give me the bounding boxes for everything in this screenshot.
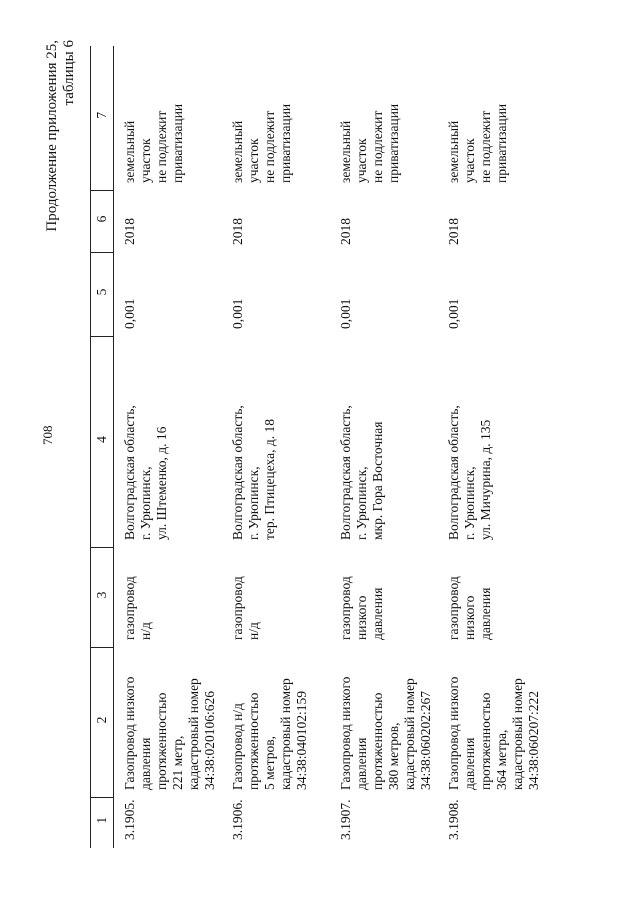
cell-object-name-line: Газопровод низкого <box>338 676 353 790</box>
cell-object-type <box>114 548 223 648</box>
column-header: 4 <box>91 337 114 548</box>
cell-object-name <box>438 648 546 798</box>
cell-number: 3.1907. <box>338 799 353 840</box>
cell-address-line: Волгоградская область, <box>230 405 245 540</box>
cell-note-line: приватизации <box>494 103 509 183</box>
cell-note <box>330 46 438 191</box>
cell-object-type <box>222 548 330 648</box>
cell-object-type-line: газопровод <box>446 576 461 640</box>
cell-object-type <box>438 548 546 648</box>
cell-object-type-line: газопровод <box>338 576 353 640</box>
cell-object-name-line: протяженностью <box>370 692 385 790</box>
cell-object-name-line: 380 метров, <box>386 722 401 790</box>
cell-note-line: не подлежит <box>478 110 493 183</box>
cell-object-name-line: 34:38:060207:222 <box>526 690 541 790</box>
cell-address-line: г. Урюпинск, <box>462 466 477 540</box>
cell-object-type-line: газопровод <box>122 576 137 640</box>
table-row <box>330 46 438 848</box>
cell-note <box>438 46 546 191</box>
cell-address-line: г. Урюпинск, <box>138 466 153 540</box>
page-number: 708 <box>40 425 55 445</box>
column-header: 5 <box>91 253 114 337</box>
table-row <box>114 46 223 848</box>
cell-address <box>222 337 330 548</box>
column-header: 2 <box>91 648 114 798</box>
cell-note-line: не подлежит <box>262 110 277 183</box>
cell-note-line: земельный <box>338 120 353 183</box>
cell-note-line: участок <box>138 138 153 183</box>
cell-object-name-line: 364 метра, <box>494 729 509 790</box>
cell-area: 0,001 <box>338 298 353 329</box>
table-header-row <box>91 46 114 848</box>
cell-note-line: не подлежит <box>154 110 169 183</box>
cell-year: 2018 <box>338 218 353 245</box>
cell-note-line: участок <box>246 138 261 183</box>
cell-number: 3.1908. <box>446 799 461 840</box>
continuation-title-line-1: Продолжение приложения 25, <box>44 40 60 232</box>
cell-object-type-line: газопровод <box>230 576 245 640</box>
cell-note-line: земельный <box>446 120 461 183</box>
cell-object-name-line: кадастровый номер <box>510 678 525 790</box>
cell-address <box>330 337 438 548</box>
cell-object-name-line: Газопровод н/д <box>230 703 245 790</box>
cell-note-line: приватизации <box>170 103 185 183</box>
cell-year: 2018 <box>230 218 245 245</box>
column-header: 6 <box>91 191 114 253</box>
cell-object-name-line: 34:38:040102:159 <box>294 690 309 790</box>
cell-object-name-line: давления <box>138 737 153 790</box>
cell-object-name-line: давления <box>462 737 477 790</box>
cell-object-name-line: 34:38:060202:267 <box>418 690 433 790</box>
cell-address-line: Волгоградская область, <box>338 405 353 540</box>
cell-address <box>114 337 223 548</box>
cell-address-line: Волгоградская область, <box>446 405 461 540</box>
cell-note-line: приватизации <box>278 103 293 183</box>
table-row <box>438 46 546 848</box>
cell-object-name-line: давления <box>354 737 369 790</box>
cell-object-name-line: Газопровод низкого <box>122 676 137 790</box>
cell-address-line: тер. Птицецеха, д. 18 <box>262 419 277 540</box>
cell-object-name-line: кадастровый номер <box>278 678 293 790</box>
cell-object-name-line: 34:38:020106:626 <box>202 690 217 790</box>
cell-note-line: участок <box>462 138 477 183</box>
cell-number: 3.1906. <box>230 799 245 840</box>
cell-address-line: г. Урюпинск, <box>246 466 261 540</box>
cell-number: 3.1905. <box>122 799 137 840</box>
cell-address <box>438 337 546 548</box>
cell-address-line: ул. Мичурина, д. 135 <box>478 419 493 540</box>
cell-area: 0,001 <box>122 298 137 329</box>
cell-object-name <box>330 648 438 798</box>
cell-year: 2018 <box>446 218 461 245</box>
cell-object-type-line: давления <box>478 587 493 640</box>
continuation-title <box>44 40 78 240</box>
cell-note <box>222 46 330 191</box>
column-header: 1 <box>91 798 114 848</box>
cell-object-name-line: 221 метр, <box>170 735 185 790</box>
cell-address-line: Волгоградская область, <box>122 405 137 540</box>
cell-object-name-line: Газопровод низкого <box>446 676 461 790</box>
cell-note <box>114 46 223 191</box>
cell-object-type-line: н/д <box>138 622 153 640</box>
cell-year: 2018 <box>122 218 137 245</box>
cell-area: 0,001 <box>230 298 245 329</box>
cell-object-name <box>222 648 330 798</box>
cell-object-name-line: кадастровый номер <box>186 678 201 790</box>
cell-object-name-line: кадастровый номер <box>402 678 417 790</box>
column-header: 7 <box>91 46 114 191</box>
cell-object-type-line: н/д <box>246 622 261 640</box>
table-row <box>222 46 330 848</box>
column-header: 3 <box>91 548 114 648</box>
cell-object-name-line: протяженностью <box>478 692 493 790</box>
cell-object-type-line: низкого <box>462 595 477 640</box>
cell-area: 0,001 <box>446 298 461 329</box>
cell-address-line: г. Урюпинск, <box>354 466 369 540</box>
property-table <box>90 46 546 848</box>
cell-note-line: не подлежит <box>370 110 385 183</box>
cell-object-name-line: протяженностью <box>246 692 261 790</box>
cell-object-type-line: давления <box>370 587 385 640</box>
cell-note-line: приватизации <box>386 103 401 183</box>
cell-object-type <box>330 548 438 648</box>
cell-object-name-line: протяженностью <box>154 692 169 790</box>
cell-object-name <box>114 648 223 798</box>
cell-note-line: земельный <box>122 120 137 183</box>
cell-note-line: земельный <box>230 120 245 183</box>
cell-address-line: ул. Штеменко, д. 16 <box>154 426 169 540</box>
cell-address-line: мкр. Гора Восточная <box>370 421 385 540</box>
continuation-title-line-2: таблицы 6 <box>61 40 77 106</box>
cell-object-type-line: низкого <box>354 595 369 640</box>
cell-object-name-line: 5 метров, <box>262 736 277 790</box>
cell-note-line: участок <box>354 138 369 183</box>
